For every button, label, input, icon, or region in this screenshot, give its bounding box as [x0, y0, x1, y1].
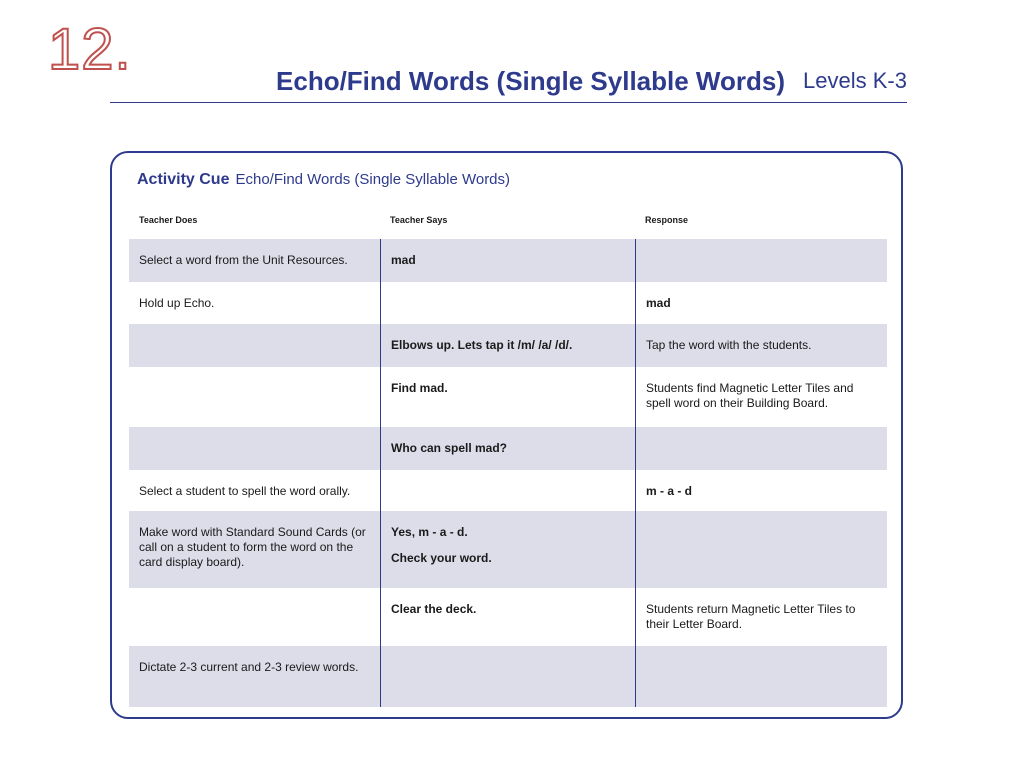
cell-teacher-says: [380, 239, 635, 282]
activity-card: [110, 151, 903, 719]
activity-table: [129, 239, 887, 707]
cell-teacher-says: [380, 367, 635, 427]
table-row: [129, 367, 887, 427]
activity-cue: [137, 171, 510, 189]
cell-response: Students return Magnetic Letter Tiles to their Letter Board.: [635, 588, 887, 646]
table-row: [129, 324, 887, 367]
table-row: [129, 239, 887, 282]
cell-response: Students find Magnetic Letter Tiles and spell word on their Building Board.: [635, 367, 887, 427]
activity-cue-text: Echo/Find Words (Single Syllable Words): [235, 171, 511, 188]
page-title: Echo/Find Words (Single Syllable Words): [276, 66, 785, 96]
cell-teacher-does: Select a student to spell the word orally.: [139, 484, 351, 498]
table-row: [129, 470, 887, 511]
slide-number: 12.: [48, 17, 132, 82]
cell-teacher-does: Hold up Echo.: [139, 296, 215, 310]
cell-response: [635, 239, 887, 282]
teacher-says-text: Clear the deck.: [391, 602, 477, 616]
teacher-says-text: Yes, m - a - d.: [391, 525, 468, 539]
cell-teacher-says: [380, 588, 635, 646]
levels-label: Levels K-3: [803, 68, 907, 93]
cell-teacher-does: [129, 427, 380, 470]
cell-teacher-says: [380, 470, 635, 511]
teacher-says-text: Who can spell mad?: [391, 441, 508, 455]
column-header-teacher-says: Teacher Says: [390, 215, 448, 225]
cell-teacher-does: Select a word from the Unit Resources.: [139, 253, 348, 267]
table-row: [129, 282, 887, 324]
column-header-response: Response: [645, 215, 689, 225]
cell-response: Tap the word with the students.: [635, 324, 887, 367]
title-bar: [110, 60, 907, 103]
table-row: [129, 588, 887, 646]
cell-response: m - a - d: [635, 470, 887, 511]
cell-teacher-says: [380, 282, 635, 324]
teacher-says-text: Elbows up. Lets tap it /m/ /a/ /d/.: [391, 338, 573, 352]
teacher-says-text: Find mad.: [391, 381, 448, 395]
table-row: [129, 427, 887, 470]
cell-teacher-says: [380, 511, 635, 588]
cell-teacher-says: [380, 324, 635, 367]
cell-teacher-does: [129, 324, 380, 367]
cell-response: [635, 511, 887, 588]
cell-teacher-does: [129, 367, 380, 427]
cell-teacher-says: [380, 427, 635, 470]
cell-response: [635, 646, 887, 707]
cell-teacher-does: [129, 588, 380, 646]
teacher-says-text-2: Check your word.: [391, 551, 492, 565]
column-header-teacher-does: Teacher Does: [139, 215, 198, 225]
cell-response: [635, 427, 887, 470]
cell-teacher-does: Make word with Standard Sound Cards (or call on a student to form the word on the card display board).: [139, 525, 366, 569]
table-row: [129, 511, 887, 588]
teacher-says-text: mad: [391, 253, 416, 267]
cell-teacher-does: Dictate 2-3 current and 2-3 review words.: [139, 660, 359, 674]
cell-teacher-says: [380, 646, 635, 707]
table-row: [129, 646, 887, 707]
activity-cue-label: Activity Cue: [137, 171, 230, 188]
cell-response: mad: [635, 282, 887, 324]
